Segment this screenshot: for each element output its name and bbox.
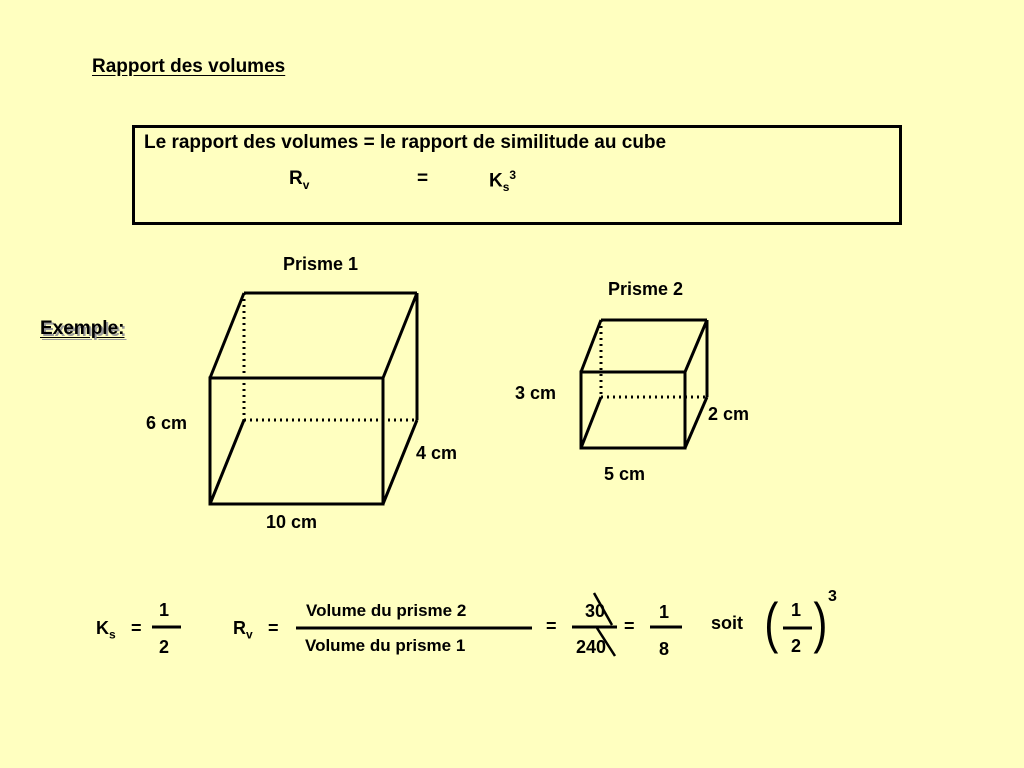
equals-3: = <box>624 616 635 636</box>
prism-2-top-right-edge <box>685 320 707 372</box>
rule-lhs-sub: v <box>302 177 310 192</box>
prism-2-depth-label: 2 cm <box>708 404 750 424</box>
prism-1-top-right-edge <box>383 293 417 378</box>
volume-denominator: Volume du prisme 1 <box>305 636 466 655</box>
rv-letter: R <box>233 618 246 638</box>
equals-2: = <box>546 616 557 636</box>
rv-subscript: v <box>246 627 253 642</box>
prism-1-title: Prisme 1 <box>283 254 359 274</box>
close-paren: ) <box>813 591 828 654</box>
prism-1-drawing <box>210 293 417 504</box>
rv-symbol <box>233 618 253 642</box>
prism-2-top-left-edge <box>581 320 601 372</box>
prism-2-length-label: 5 cm <box>604 464 646 484</box>
ks-numerator: 1 <box>159 600 170 620</box>
prism-1-bottom-left-edge <box>210 420 244 504</box>
prism-2-bottom-left-edge <box>581 397 601 448</box>
ks-subscript: s <box>109 627 116 642</box>
rule-rhs-exponent: 3 <box>509 168 517 182</box>
rv-equals: = <box>268 618 279 638</box>
ks-equals: = <box>131 618 142 638</box>
volume-numerator: Volume du prisme 2 <box>306 601 467 620</box>
prism-1-length-label: 10 cm <box>266 512 318 532</box>
rule-rhs-sub: s <box>502 180 510 195</box>
open-paren: ( <box>764 591 779 654</box>
prism-2-bottom-right-edge <box>685 397 707 448</box>
example-label: Exemple: <box>40 318 125 339</box>
value-numerator: 30 <box>585 601 606 621</box>
prism-2-height-label: 3 cm <box>515 383 557 403</box>
rule-equals: = <box>417 168 429 189</box>
prism-1-top-left-edge <box>210 293 244 378</box>
power-denominator: 2 <box>791 636 802 656</box>
value-denominator: 240 <box>576 637 607 657</box>
power-exponent: 3 <box>828 588 837 605</box>
power-numerator: 1 <box>791 600 802 620</box>
ks-letter: K <box>96 618 109 638</box>
result-denominator: 8 <box>659 639 670 659</box>
prism-1-depth-label: 4 cm <box>416 443 458 463</box>
ks-symbol <box>96 618 116 642</box>
ks-denominator: 2 <box>159 637 170 657</box>
prism-1-height-label: 6 cm <box>146 413 188 433</box>
rule-rhs-symbol: K <box>489 170 503 192</box>
rule-lhs-symbol: R <box>289 168 303 189</box>
prism-2-title: Prisme 2 <box>608 279 684 299</box>
soit-label: soit <box>711 613 744 633</box>
page-title: Rapport des volumes <box>92 56 286 77</box>
prism-1-bottom-right-edge <box>383 420 417 504</box>
rule-statement: Le rapport des volumes = le rapport de similitude au cube <box>144 132 667 153</box>
result-numerator: 1 <box>659 602 670 622</box>
